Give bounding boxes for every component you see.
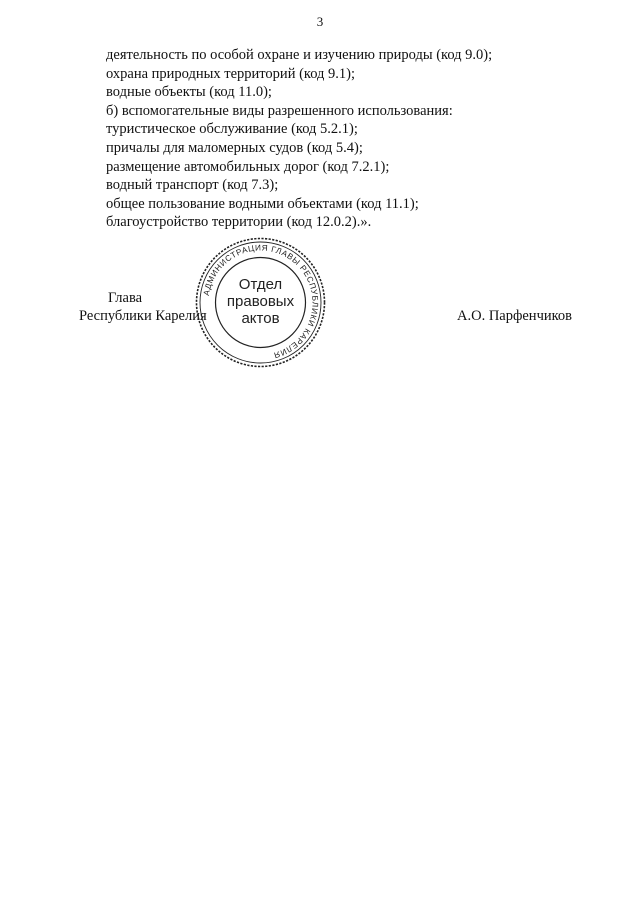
signatory-title: Глава <box>108 290 143 306</box>
signatory-name: А.О. Парфенчиков <box>457 308 573 324</box>
body-text <box>106 46 606 232</box>
official-stamp <box>193 235 328 370</box>
text-line: причалы для маломерных судов (код 5.4); <box>106 139 363 156</box>
stamp-center-line-2: правовых <box>226 293 295 310</box>
text-line: водные объекты (код 11.0); <box>106 84 272 101</box>
stamp-ring-textpath: АДМИНИСТРАЦИЯ ГЛАВЫ РЕСПУБЛИКИ КАРЕЛИЯ <box>201 243 320 360</box>
text-line: общее пользование водными объектами (код 11.1); <box>106 195 419 212</box>
text-line: б) вспомогательные виды разрешенного использования: <box>106 102 453 119</box>
page-number: 3 <box>316 14 324 29</box>
stamp-center-line-3: актов <box>241 310 280 327</box>
text-line: размещение автомобильных дорог (код 7.2.1); <box>106 158 390 175</box>
stamp-seal <box>193 235 328 370</box>
text-line: охрана природных территорий (код 9.1); <box>106 65 356 82</box>
text-line: водный транспорт (код 7.3); <box>106 177 279 194</box>
text-line: туристическое обслуживание (код 5.2.1); <box>106 121 358 138</box>
text-line: деятельность по особой охране и изучению природы (код 9.0); <box>106 47 493 63</box>
stamp-center-line-1: Отдел <box>238 276 283 293</box>
signatory-organization: Республики Карелия <box>79 308 207 324</box>
text-line: благоустройство территории (код 12.0.2).». <box>106 214 372 231</box>
